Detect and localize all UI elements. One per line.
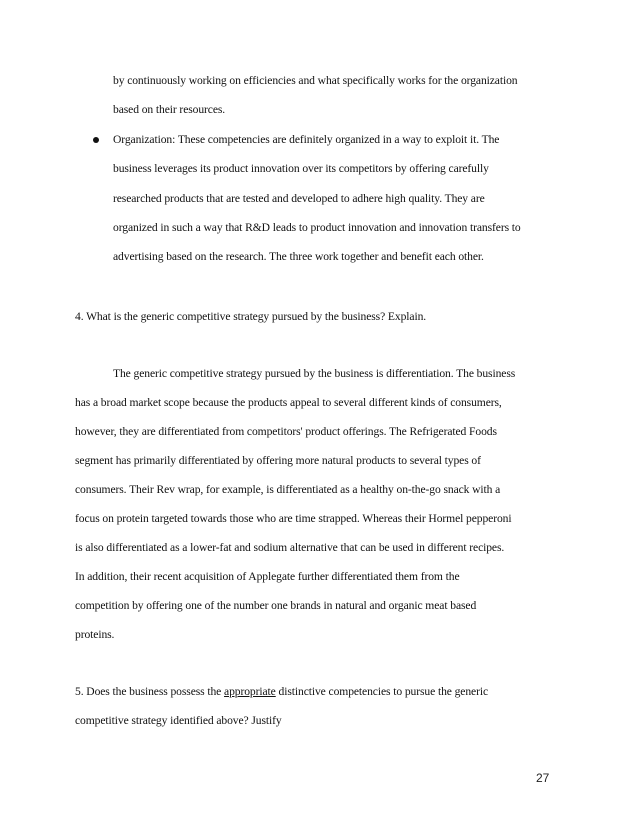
question-5-prefix: 5. Does the business possess the (75, 685, 225, 698)
question-5-suffix: distinctive competencies to pursue the generic (275, 685, 489, 698)
question-5-line-2: competitive strategy identified above? Justify (75, 714, 282, 727)
answer-4-line-6: focus on protein targeted towards those who are time strapped. Whereas their Hormel pepperoni (75, 512, 512, 525)
organization-line-2: business leverages its product innovation over its competitors by offering carefully (113, 162, 489, 175)
answer-4-line-7: is also differentiated as a lower-fat and sodium alternative that can be used in different recipes. (75, 541, 505, 554)
organization-line-3: researched products that are tested and developed to adhere high quality. They are (113, 192, 485, 205)
answer-4-line-1: The generic competitive strategy pursued by the business is differentiation. The business (113, 367, 516, 380)
page-number: 27 (536, 771, 550, 785)
continuation-line-2: based on their resources. (113, 103, 226, 116)
continuation-line-1: by continuously working on efficiencies and what specifically works for the organization (113, 74, 518, 87)
answer-4-line-8: In addition, their recent acquisition of Applegate further differentiated them from the (75, 570, 460, 583)
answer-4-line-10: proteins. (75, 628, 115, 641)
organization-line-1: Organization: These competencies are definitely organized in a way to exploit it. The (113, 133, 500, 146)
question-4: 4. What is the generic competitive strategy pursued by the business? Explain. (75, 310, 427, 323)
answer-4-line-4: segment has primarily differentiated by offering more natural products to several types of (75, 454, 481, 467)
answer-4-line-3: however, they are differentiated from competitors' product offerings. The Refrigerated Foods (75, 425, 497, 438)
answer-4-line-5: consumers. Their Rev wrap, for example, is differentiated as a healthy on-the-go snack with a (75, 483, 501, 496)
organization-line-4: organized in such a way that R&D leads to product innovation and innovation transfers to (113, 221, 521, 234)
question-5-underlined-word: appropriate (224, 685, 276, 698)
bullet-dot (93, 137, 99, 143)
organization-line-5: advertising based on the research. The three work together and benefit each other. (113, 250, 484, 263)
answer-4-line-9: competition by offering one of the number one brands in natural and organic meat based (75, 599, 477, 612)
question-5-line-1 (75, 685, 488, 699)
answer-4-line-2: has a broad market scope because the products appeal to several different kinds of consumers, (75, 396, 502, 409)
